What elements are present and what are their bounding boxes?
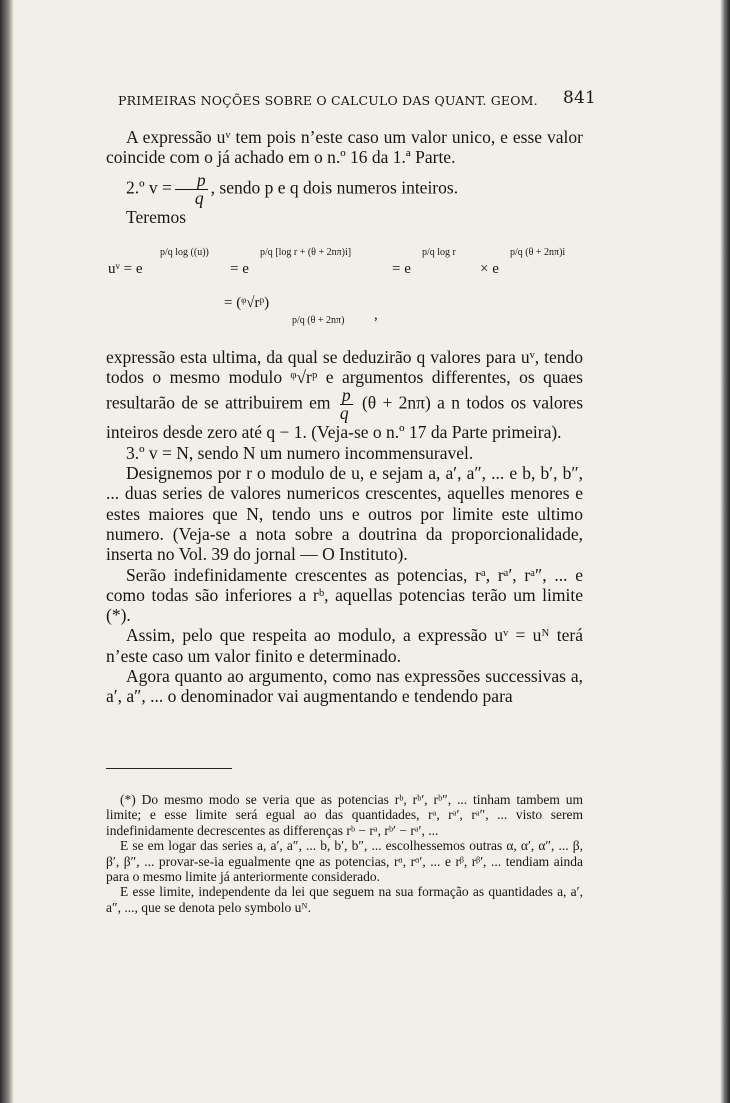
scan-left-edge <box>0 0 14 1103</box>
paragraph-2-start: expressão esta ultima, da qual se deduzirão q valores para uᵛ, tendo todos o mesmo modulo ᵠ√rᵖ e argumentos differentes, os quaes resultarão de se attribuirem em <box>106 346 583 413</box>
eq2-comma: , <box>374 306 378 323</box>
main-text <box>106 127 583 707</box>
eq1-lhs: uᵛ = e <box>108 260 143 277</box>
footnotes <box>106 792 583 915</box>
equation-1 <box>106 241 583 285</box>
case-2-fraction <box>175 169 208 208</box>
equation-2 <box>106 289 583 335</box>
eq1-exponent-1: p/q log ((u)) <box>160 246 209 258</box>
paragraph-5: Assim, pelo que respeita ao modulo, a expressão uᵛ = uᴺ terá n’este caso um valor finito e determinado. <box>106 625 583 666</box>
fraction-denominator: q <box>339 403 349 424</box>
footnote-1: (*) Do mesmo modo se veria que as potencias rᵇ, rᵇ′, rᵇ″, ... tinham tambem um limite; e esse limite será egual ao das quantidades, rᵃ, rᵃ′, rᵃ″, ... visto serem indefinidamente decrescentes as differenças rᵇ − rᵃ, rᵇ′ − rᵃ′, ... <box>106 792 583 838</box>
case-2-rest: , sendo p e q dois numeros inteiros. <box>210 177 459 198</box>
eq2-subscript: p/q (θ + 2nπ) <box>292 314 345 326</box>
page-number: 841 <box>562 88 596 108</box>
running-header <box>118 88 596 112</box>
paragraph-2-fraction <box>340 387 353 422</box>
eq2-main: = (ᵠ√rᵖ) <box>224 294 270 311</box>
footnote-3: E esse limite, independente da lei que seguem na sua formação as quantidades a, a′, a″, ..., que se denota pelo symbolo uᴺ. <box>106 884 583 915</box>
case-2-line <box>106 169 583 208</box>
scan-right-edge <box>720 0 730 1103</box>
eq1-exponent-2: p/q [log r + (θ + 2nπ)i] <box>260 246 352 258</box>
teremos-line: Teremos <box>126 206 187 227</box>
paragraph-2-end: (θ + 2nπ) a n todos os valores inteiros desde zero até q − 1. (Veja-se o n.º 17 da Parte primeira). <box>106 393 584 443</box>
paragraph-3: Designemos por r o modulo de u, e sejam a, a′, a″, ... e b, b′, b″, ... duas series de valores numericos crescentes, aquelles menores e estes maiores que N, tendo uns e outros por limite este ultimo numero. (Veja-se a nota sobre a doutrina da proporcionalidade, inserta no Vol. 39 do jornal — O Instituto). <box>106 463 583 565</box>
eq1-exponent-3: p/q log r <box>422 246 456 258</box>
footnote-rule <box>106 768 232 769</box>
paragraph-6: Agora quanto ao argumento, como nas expressões successivas a, a′, a″, ... o denominador vai augmentando e tendendo para <box>106 666 583 707</box>
running-title: PRIMEIRAS NOÇÕES SOBRE O CALCULO DAS QUANT. GEOM. <box>118 93 538 108</box>
paragraph-2 <box>106 347 583 443</box>
footnote-2: E se em logar das series a, a′, a″, ... b, b′, b″, ... escolhessemos outras α, α′, α″, ... β, β′, β″, ... provar-se-ia egualmente qne as potencias, rᵅ, rᵅ′, ... e rᵝ, rᵝ′, ... tendiam ainda para o mesmo limite já anteriormente considerado. <box>106 838 583 885</box>
eq1-middle-2: = e <box>392 260 411 277</box>
case-2-lead: 2.º v = <box>126 177 172 198</box>
fraction-denominator: q <box>194 187 204 208</box>
paragraph-4: Serão indefinidamente crescentes as potencias, rᵃ, rᵃ′, rᵃ″, ... e como todas são inferiores a rᵇ, aquellas potencias terão um limite (*). <box>106 564 583 626</box>
fraction-numerator: p <box>341 385 351 406</box>
case-3-line: 3.º v = N, sendo N um numero incommensuravel. <box>126 442 474 463</box>
eq1-times: × e <box>480 260 499 277</box>
paragraph-1: A expressão uᵛ tem pois n’este caso um valor unico, e esse valor coincide com o já achado em o n.º 16 da 1.ª Parte. <box>106 127 583 168</box>
fraction-numerator: p <box>175 172 208 190</box>
eq1-middle: = e <box>230 260 249 277</box>
eq1-exponent-4: p/q (θ + 2nπ)i <box>510 246 566 258</box>
